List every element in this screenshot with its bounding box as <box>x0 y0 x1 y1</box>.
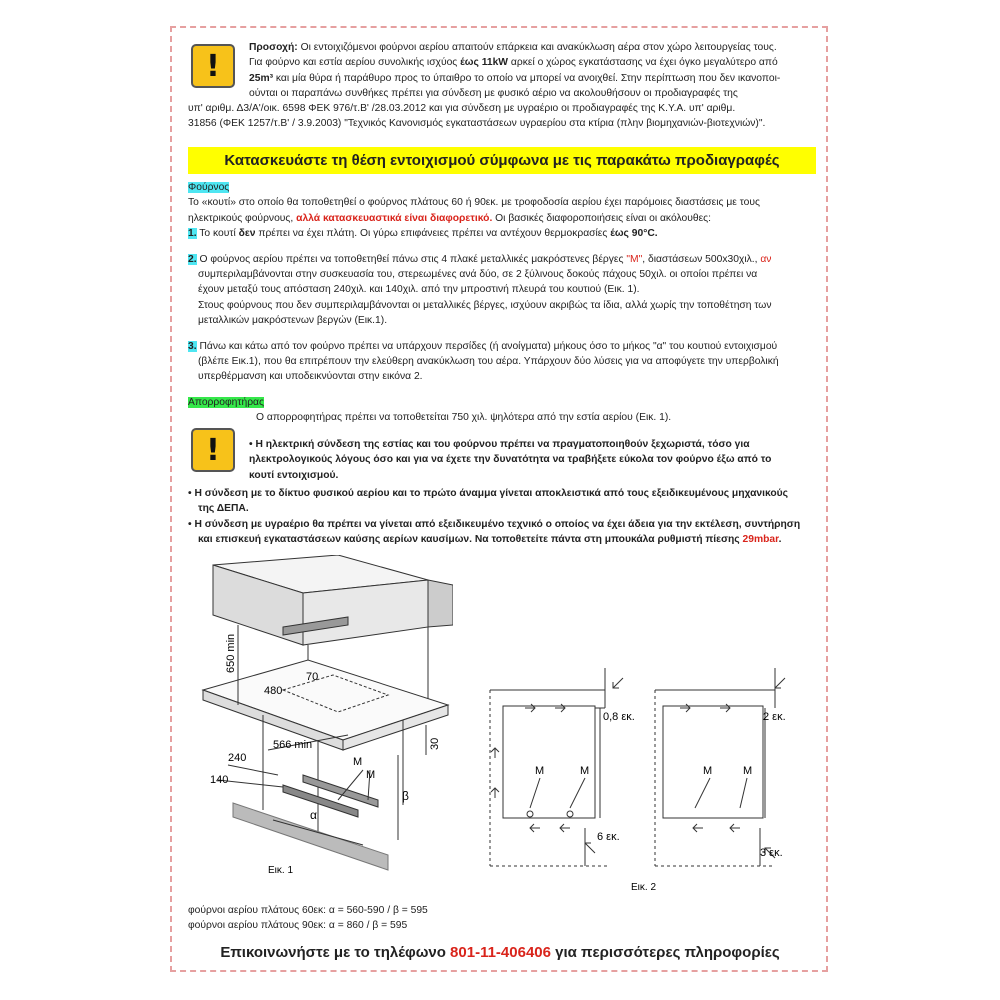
figure-2-diagram <box>485 668 815 896</box>
item-text: Πάνω και κάτω από τον φούρνο πρέπει να υπάρχουν περσίδες (ή ανοίγματα) μήκους όσο το μήκος "α" του κουτιού εντοιχισμού <box>196 340 778 352</box>
label-m: M <box>353 756 363 768</box>
warning-icon: ! <box>191 428 235 472</box>
figure-1-diagram <box>188 555 453 880</box>
label-m: M <box>703 765 713 777</box>
item-number-2: 2. <box>188 253 197 265</box>
warning-line: 31856 (ΦΕΚ 1257/τ.Β' / 3.9.2003) "Τεχνικός Κανονισμός εγκαταστάσεων υγραερίου στα κτίρια (πλην βιομηχανιών-βιοτεχνιών)". <box>188 118 766 130</box>
item-text: αν <box>760 253 772 265</box>
warning-icon: ! <box>191 44 235 88</box>
dim-566: 566 min <box>273 739 313 751</box>
label-m: M <box>366 769 376 781</box>
label-m: M <box>580 765 590 777</box>
temperature-limit: έως 90°C. <box>610 228 658 240</box>
gap-right-bottom: 3 εκ. <box>760 847 783 859</box>
gap-right-top: 2 εκ. <box>763 711 786 723</box>
label-m: M <box>535 765 545 777</box>
hood-heading: Απορροφητήρας <box>188 396 264 408</box>
warning-line: αρκεί ο χώρος εγκατάστασης να έχει όγκο μεγαλύτερο από <box>508 57 778 69</box>
gap-left-top: 0,8 εκ. <box>603 711 635 723</box>
footer-text: για περισσότερες πληροφορίες <box>550 944 780 961</box>
item-text: "Μ" <box>626 253 643 265</box>
oven-emphasis: αλλά κατασκευαστικά είναι διαφορετικό. <box>296 212 493 224</box>
oven-section <box>188 180 818 426</box>
oven-paragraph-line: Οι βασικές διαφοροποιήσεις είναι οι ακόλουθες: <box>492 212 711 224</box>
warning2-line: . <box>778 534 782 546</box>
dim-240: 240 <box>228 752 247 764</box>
item-text: δεν <box>238 228 256 240</box>
dim-140: 140 <box>210 774 229 786</box>
warning2-text <box>249 437 771 483</box>
power-limit: έως 11kW <box>460 57 509 69</box>
item-text: Στους φούρνους που δεν συμπεριλαμβάνονται οι μεταλλικές βέργες, ισχύουν ακριβώς τα ίδια, αλλά χωρίς την τοποθέτηση των <box>198 299 772 311</box>
dimension-notes <box>188 903 428 934</box>
phone-number[interactable]: 801-11-406406 <box>450 944 551 961</box>
oven-paragraph-line: Το «κουτί» στο οποίο θα τοποθετηθεί ο φούρνος πλάτους 60 ή 90εκ. με τροφοδοσία αερίου έχει παρόμοιες διαστάσεις με τους <box>188 197 760 209</box>
warning2-line: • Η σύνδεση με υγραέριο θα πρέπει να γίνεται από εξειδικευμένο τεχνικό ο οποίος να έχει άδεια για την εκτέλεση, συντήρηση <box>188 518 801 530</box>
item-text: (βλέπε Εικ.1), που θα επιτρέπουν την ελεύθερη ανακύκλωση του αέρα. Υπάρχουν δύο λύσεις για να αποφύγετε την υπερβολική <box>198 356 779 368</box>
warning2-line: • Η σύνδεση με το δίκτυο φυσικού αερίου και το πρώτο άναμμα γίνεται αποκλειστικά από τους εξειδικευμένους μηχανικούς <box>188 488 789 499</box>
item-text: Ο φούρνος αερίου πρέπει να τοποθετηθεί πάνω στις 4 πλακέ μεταλλικές μακρόστενες βέργες <box>196 253 627 265</box>
footer-contact <box>170 944 830 961</box>
footer-text: Επικοινωνήστε με το τηλέφωνο <box>220 944 451 961</box>
item-number-1: 1. <box>188 228 197 240</box>
warning2-line: ηλεκτρολογικούς λόγους όσο και για να έχετε την δυνατότητα να τραβήξετε εύκολα τον φούρνο έξω από το <box>249 454 772 466</box>
dimension-line: φούρνοι αερίου πλάτους 60εκ: α = 560-590 / β = 595 <box>188 905 428 916</box>
oven-paragraph-line: ηλεκτρικούς φούρνους, <box>188 212 297 224</box>
item-text: πρέπει να έχει πλάτη. Οι γύρω επιφάνειες πρέπει να αντέχουν θερμοκρασίες <box>255 228 611 240</box>
warning-line: υπ' αριθμ. Δ3/Α'/οικ. 6598 ΦΕΚ 976/τ.Β' /28.03.2012 και για σύνδεση με υγραέριο οι προδιαγραφές της Κ.Υ.Α. υπ' αριθμ. <box>188 103 736 114</box>
dimension-line: φούρνοι αερίου πλάτους 90εκ: α = 860 / β = 595 <box>188 920 408 932</box>
warning2-line: • Η ηλεκτρική σύνδεση της εστίας και του φούρνου πρέπει να πραγματοποιηθούν ξεχωριστά, τόσο για <box>249 439 750 450</box>
oven-heading: Φούρνος <box>188 182 230 193</box>
item-number-3: 3. <box>188 340 197 352</box>
item-text: έχουν μεταξύ τους απόσταση 240χιλ. και 140χιλ. από την μπροστινή πλευρά του κουτιού (Εικ. 1). <box>198 284 640 296</box>
warning2-bullets <box>188 486 800 548</box>
warning2-line: κουτί εντοιχισμού. <box>249 469 339 481</box>
warning-line: και μία θύρα ή παράθυρο προς το ύπαιθρο το οποίο να μπορεί να ανοιχθεί. Στην περίπτωση που δεν ικανοποι- <box>273 72 781 84</box>
item-text: συμπεριλαμβάνονται στην συσκευασία του, στερεωμένες ανά δύο, σε 2 ξύλινους δοκούς πάχους 50χιλ. οι οποίοι πρέπει να <box>198 269 758 281</box>
item-text: Το κουτί <box>196 228 239 240</box>
dim-480: 480 <box>264 685 283 697</box>
warning2-line: της ΔΕΠΑ. <box>198 503 249 515</box>
gap-left-bottom: 6 εκ. <box>597 831 620 843</box>
item-text: , διαστάσεων 500x30χιλ., <box>642 253 761 265</box>
item-text: υπερθέρμανση και υποδεικνύονται στην εικόνα 2. <box>198 371 423 383</box>
warning-text <box>249 40 780 102</box>
dim-70: 70 <box>306 671 319 683</box>
item-text: μεταλλικών μακρόστενων βεργών (Εικ.1). <box>198 315 388 327</box>
warning-regulations <box>188 101 765 132</box>
label-alpha: α <box>310 808 317 822</box>
volume-limit: 25m³ <box>249 72 274 84</box>
warning-label: Προσοχή: <box>249 42 298 53</box>
hood-text: Ο απορροφητήρας πρέπει να τοποθετείται 750 χιλ. ψηλότερα από την εστία αερίου (Εικ. 1). <box>256 412 672 424</box>
label-m: M <box>743 765 753 777</box>
warning-line: Για φούρνο και εστία αερίου συνολικής ισχύος <box>249 57 461 69</box>
label-beta: β <box>402 789 409 803</box>
figure-2-caption: Εικ. 2 <box>631 882 657 893</box>
figure-1-caption: Εικ. 1 <box>268 865 294 876</box>
page-title: Κατασκευάστε τη θέση εντοιχισμού σύμφωνα με τις παρακάτω προδιαγραφές <box>188 147 816 174</box>
dim-650: 650 min <box>225 633 237 673</box>
warning-line: Οι εντοιχιζόμενοι φούρνοι αερίου απαιτούν επάρκεια και ανακύκλωση αέρα στον χώρο λειτουργείας τους. <box>297 42 777 53</box>
warning-line: ούνται οι παραπάνω συνθήκες πρέπει για σύνδεση με φυσικό αέριο να ακολουθήσουν οι προδιαγραφές της <box>249 88 738 100</box>
warning2-line: και επισκευή εγκαταστάσεων καύσης αερίων καυσίμων. Να τοποθετείτε πάντα στη μπουκάλα ρυθμιστή πίεσης <box>198 534 743 546</box>
dim-30: 30 <box>429 737 441 750</box>
pressure-value: 29mbar <box>742 534 779 546</box>
